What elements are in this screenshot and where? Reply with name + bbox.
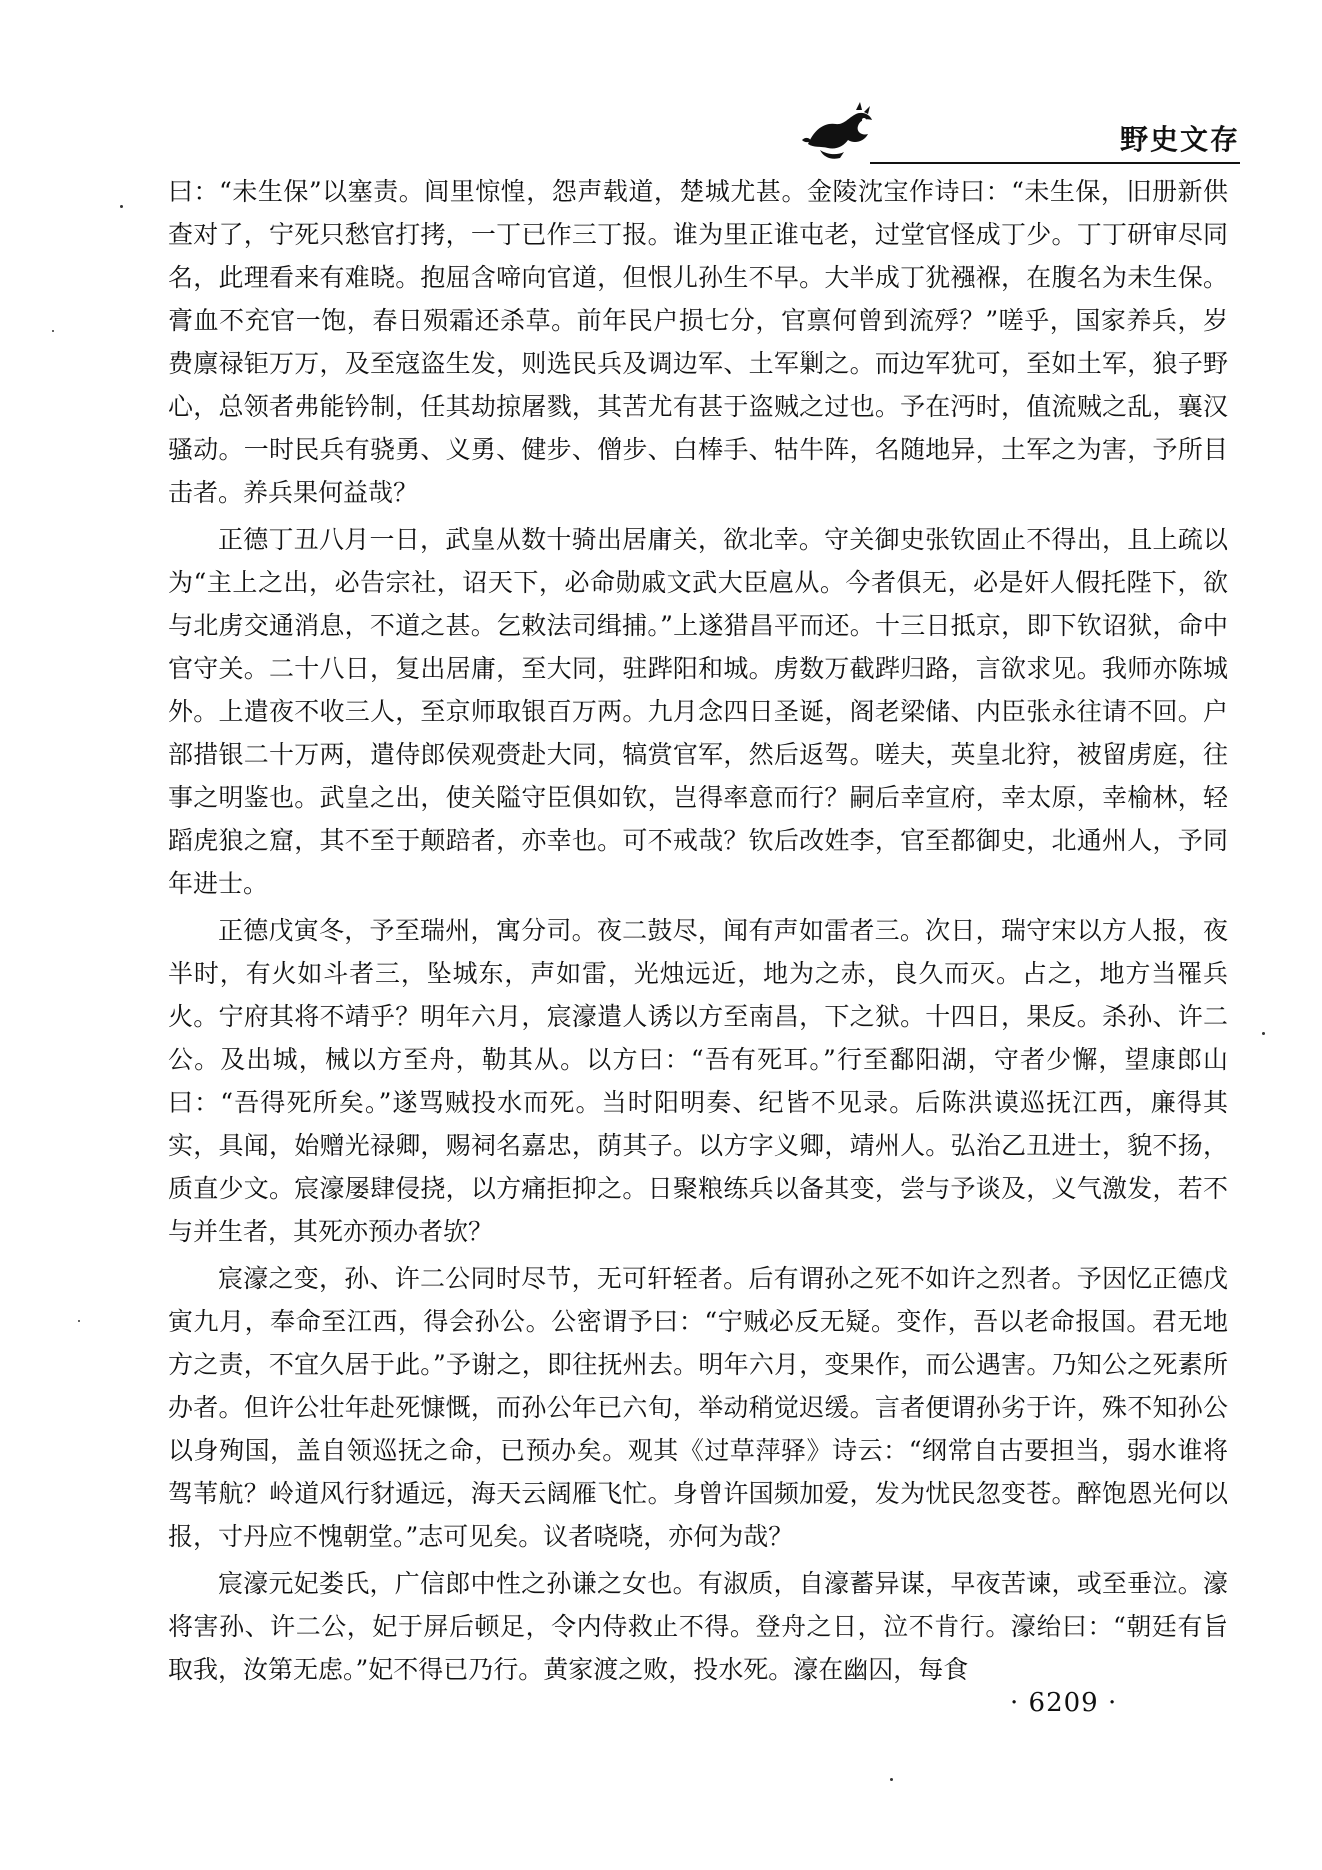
paragraph: 宸濠之变，孙、许二公同时尽节，无可轩轾者。后有谓孙之死不如许之烈者。予因忆正德戊寅九月，奉命至江西，得会孙公。公密谓予曰：“宁贼必反无疑。变作，吾以老命报国。君无地方之责，不宜久居于此。”予谢之，即往抚州去。明年六月，变果作，而公遇害。乃知公之死素所办者。但许公壮年赴死慷慨，而孙公年已六旬，举动稍觉迟缓。言者便谓孙劣于许，殊不知孙公以身殉国，盖自领巡抚之命，已预办矣。观其《过草萍驿》诗云：“纲常自古要担当，弱水谁将驾苇航？岭道风行豺遁远，海天云阔雁飞忙。身曾许国频加爱，发为忧民忽变苍。醉饱恩光何以报，寸丹应不愧朝堂。”志可见矣。议者哓哓，亦何为哉？ xyxy=(168,1264,1228,1551)
scan-speck xyxy=(1262,1032,1265,1035)
body-text xyxy=(168,170,1228,1691)
scan-speck xyxy=(120,205,123,208)
paragraph: 曰：“未生保”以塞责。闾里惊惶，怨声载道，楚城尤甚。金陵沈宝作诗曰：“未生保，旧册新供查对了，宁死只愁官打拷，一丁已作三丁报。谁为里正谁屯老，过堂官怪成丁少。丁丁研审尽同名，此理看来有难晓。抱屈含啼向官道，但恨儿孙生不早。大半成丁犹襁褓，在腹名为未生保。膏血不充官一饱，春日殒霜还杀草。前年民户损七分，官禀何曾到流殍？”嗟乎，国家养兵，岁费廪禄钜万万，及至寇盗生发，则选民兵及调边军、土军剿之。而边军犹可，至如土军，狼子野心，总领者弗能钤制，任其劫掠屠戮，其苦尤有甚于盗贼之过也。予在沔时，值流贼之乱，襄汉骚动。一时民兵有骁勇、义勇、健步、僧步、白棒手、牯牛阵，名随地异，土军之为害，予所目击者。养兵果何益哉？ xyxy=(168,177,1228,507)
running-header xyxy=(800,100,1240,172)
scan-speck xyxy=(52,330,54,332)
series-title: 野史文存 xyxy=(1119,123,1240,156)
paragraph: 正德丁丑八月一日，武皇从数十骑出居庸关，欲北幸。守关御史张钦固止不得出，且上疏以为“主上之出，必告宗社，诏天下，必命勋戚文武大臣扈从。今者俱无，必是奸人假托陛下，欲与北虏交通消息，不道之甚。乞敕法司缉捕。”上遂猎昌平而还。十三日抵京，即下钦诏狱，命中官守关。二十八日，复出居庸，至大同，驻跸阳和城。虏数万截跸归路，言欲求见。我师亦陈城外。上遣夜不收三人，至京师取银百万两。九月念四日圣诞，阁老梁储、内臣张永往请不回。户部措银二十万两，遣侍郎侯观赍赴大同，犒赏官军，然后返驾。嗟夫，英皇北狩，被留虏庭，往事之明鉴也。武皇之出，使关隘守臣俱如钦，岂得率意而行？嗣后幸宣府，幸太原，幸榆林，轻蹈虎狼之窟，其不至于颠踣者，亦幸也。可不戒哉？钦后改姓李，官至都御史，北通州人，予同年进士。 xyxy=(168,525,1228,898)
header-rule xyxy=(870,162,1240,164)
paragraph: 宸濠元妃娄氏，广信郎中性之孙谦之女也。有淑质，自濠蓄异谋，早夜苦谏，或至垂泣。濠将害孙、许二公，妃于屏后顿足，令内侍救止不得。登舟之日，泣不肯行。濠绐曰：“朝廷有旨取我，汝第无虑。”妃不得已乃行。黄家渡之败，投水死。濠在幽囚，每食 xyxy=(168,1569,1228,1684)
dragon-emblem-icon xyxy=(800,100,880,164)
scan-speck xyxy=(78,1320,80,1322)
paragraph: 正德戊寅冬，予至瑞州，寓分司。夜二鼓尽，闻有声如雷者三。次日，瑞守宋以方人报，夜半时，有火如斗者三，坠城东，声如雷，光烛远近，地为之赤，良久而灭。占之，地方当罹兵火。宁府其将不靖乎？明年六月，宸濠遣人诱以方至南昌，下之狱。十四日，果反。杀孙、许二公。及出城，械以方至舟，勒其从。以方曰：“吾有死耳。”行至鄱阳湖，守者少懈，望康郎山曰：“吾得死所矣。”遂骂贼投水而死。当时阳明奏、纪皆不见录。后陈洪谟巡抚江西，廉得其实，具闻，始赠光禄卿，赐祠名嘉忠，荫其子。以方字义卿，靖州人。弘治乙丑进士，貌不扬，质直少文。宸濠屡肆侵挠，以方痛拒抑之。日聚粮练兵以备其变，尝与予谈及，义气激发，若不与并生者，其死亦预办者欤？ xyxy=(168,916,1228,1246)
page-number: · 6209 · xyxy=(1010,1688,1118,1718)
scan-speck xyxy=(890,1778,893,1781)
